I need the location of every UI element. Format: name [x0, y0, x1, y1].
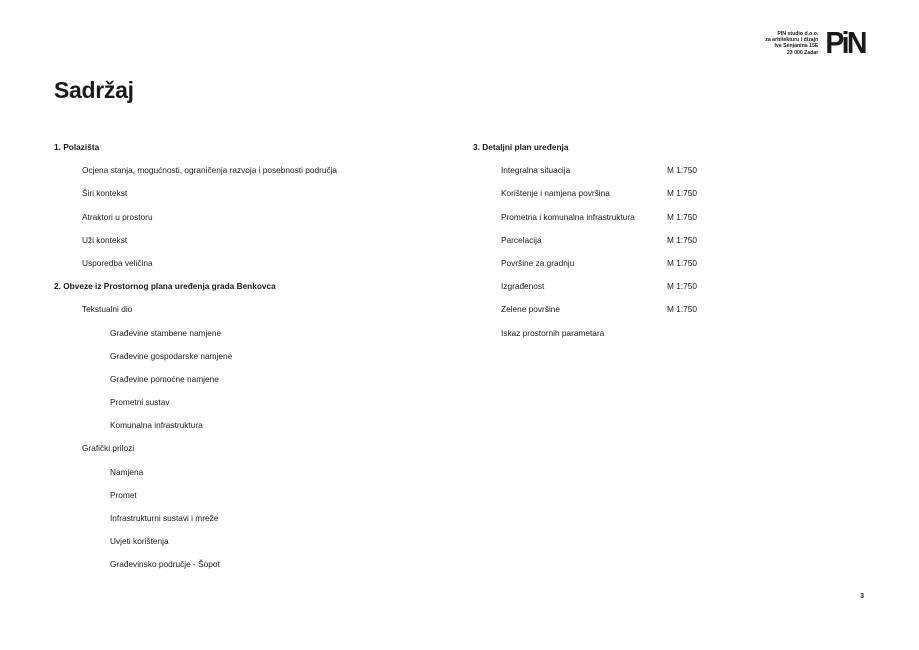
toc-entry — [54, 488, 454, 511]
header — [765, 25, 865, 60]
toc-entry-label: Iskaz prostornih parametara — [501, 327, 605, 338]
address-line: PIN studio d.o.o. — [777, 31, 819, 37]
toc-entry — [473, 326, 853, 349]
toc-entry-scale: M 1:750 — [667, 188, 697, 199]
toc-entry — [54, 233, 454, 256]
toc-entry-label: Usporedba veličina — [82, 257, 153, 268]
toc-entry-label: Infrastrukturni sustavi i mreže — [110, 513, 219, 523]
toc-entry-label: Parcelacija — [501, 234, 542, 245]
toc-entry — [54, 302, 454, 325]
toc-entry-label: Građevinsko područje - Šopot — [110, 559, 220, 570]
address-line: Ive Senjanina 15E — [774, 43, 819, 50]
company-logo: PiN — [825, 25, 865, 60]
toc-entry — [54, 186, 454, 209]
toc-entry — [54, 372, 454, 395]
toc-entry-label: 2. Obveze iz Prostornog plana uređenja grada Benkovca — [54, 281, 276, 292]
toc-entry — [54, 163, 454, 186]
toc-entry-label: 1. Polazišta — [54, 142, 100, 152]
address-line: za arhitekturu i dizajn — [765, 37, 819, 44]
toc-entry-scale: M 1:750 — [667, 304, 697, 315]
toc-entry-label: Građevine pomoćne namjene — [110, 373, 219, 384]
toc-entry — [54, 441, 454, 464]
toc-entry — [54, 557, 454, 580]
toc-section-heading — [54, 140, 454, 163]
toc-entry-scale: M 1:750 — [667, 257, 697, 268]
toc-entry — [473, 210, 853, 233]
toc-entry-label: Zelene površine — [501, 304, 561, 315]
toc-entry — [473, 186, 853, 209]
toc-entry-label: Komunalna infrastruktura — [110, 420, 203, 431]
toc-entry-label: Integralna situacija — [501, 165, 571, 176]
toc-entry — [54, 418, 454, 441]
toc-entry-label: Promet — [110, 489, 137, 500]
toc-section-heading — [473, 140, 853, 163]
toc-entry-label: Prometni sustav — [110, 397, 170, 408]
toc-entry — [54, 256, 454, 279]
toc-right-column — [473, 140, 853, 349]
toc-entry-scale: M 1:750 — [667, 281, 697, 292]
toc-entry-label: Izgrađenost — [501, 281, 545, 292]
toc-entry-label: Tekstualni dio — [82, 304, 133, 315]
toc-entry — [473, 302, 853, 325]
company-address — [765, 31, 818, 56]
toc-entry — [54, 349, 454, 372]
toc-entry-label: Građevine gospodarske namjene — [110, 350, 233, 361]
toc-entry — [54, 210, 454, 233]
toc-entry-label: Uži kontekst — [82, 234, 128, 245]
toc-entry-label: Građevine stambene namjene — [110, 327, 222, 338]
toc-entry-label: Namjena — [110, 466, 144, 477]
page-title: Sadržaj — [54, 77, 134, 103]
toc-entry-label: 3. Detaljni plan uređenja — [473, 142, 569, 152]
toc-left-column — [54, 140, 454, 581]
toc-section-heading — [54, 279, 454, 302]
address-line: 23 000 Zadar — [786, 49, 819, 56]
toc-entry — [54, 534, 454, 557]
toc-entry-label: Širi kontekst — [82, 188, 128, 199]
toc-entry-label: Atraktori u prostoru — [82, 211, 153, 222]
toc-entry — [54, 511, 454, 534]
toc-entry-scale: M 1:750 — [667, 234, 697, 245]
toc-entry — [54, 465, 454, 488]
toc-entry — [473, 233, 853, 256]
toc-entry-label: Uvjeti korištenja — [110, 536, 169, 547]
toc-entry-label: Prometna i komunalna infrastruktura — [501, 211, 635, 222]
toc-entry — [54, 395, 454, 418]
toc-entry-label: Površine za gradnju — [501, 257, 575, 268]
toc-entry — [473, 163, 853, 186]
toc-entry-label: Korištenje i namjena površina — [501, 188, 610, 199]
toc-entry-scale: M 1:750 — [667, 211, 697, 222]
toc-entry-label: Ocjena stanja, mogućnosti, ograničenja razvoja i posebnosti područja — [82, 165, 338, 176]
page-number: 3 — [860, 593, 864, 600]
toc-entry-scale: M 1:750 — [667, 165, 697, 176]
toc-entry-label: Grafički prilozi — [82, 443, 135, 454]
toc-entry — [473, 256, 853, 279]
toc-entry — [473, 279, 853, 302]
toc-entry — [54, 326, 454, 349]
